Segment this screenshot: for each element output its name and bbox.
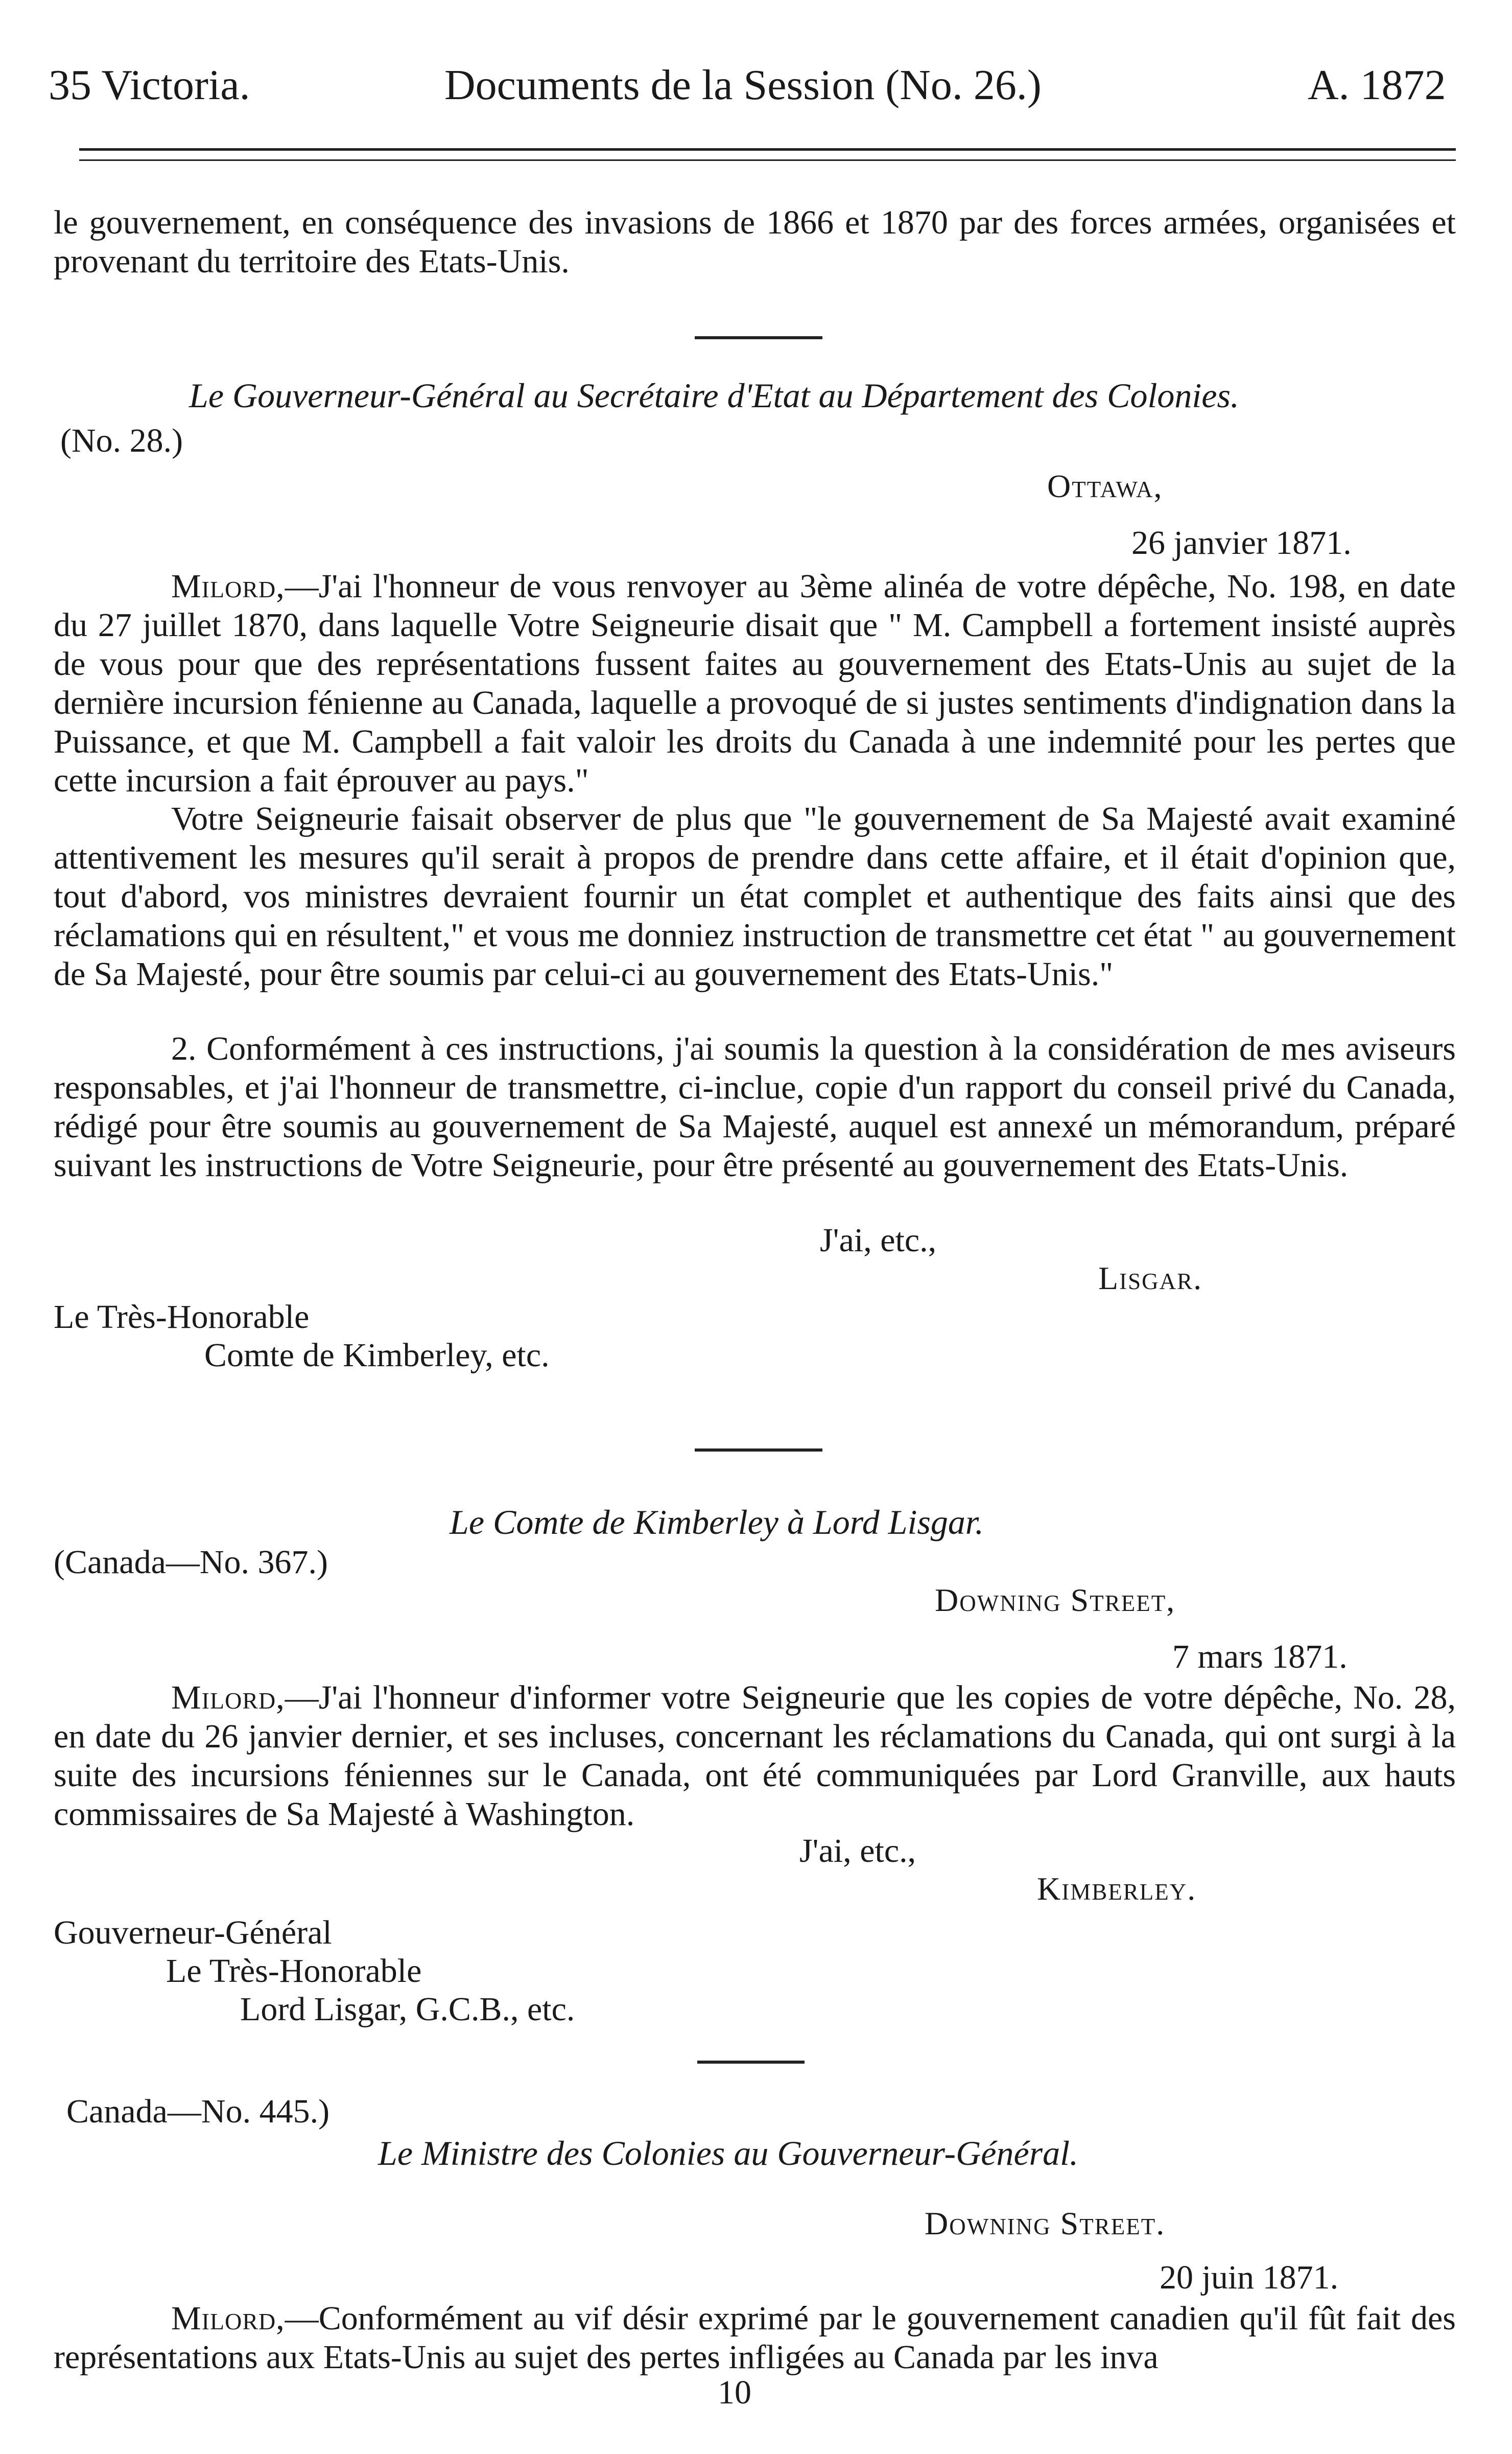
letter1-signature: Lisgar. — [1098, 1260, 1203, 1296]
letter2-place: Downing Street, — [935, 1582, 1176, 1618]
letter3-paragraph-1 — [54, 2299, 1456, 2377]
letter1-addressee-line2: Comte de Kimberley, etc. — [204, 1337, 550, 1374]
header-volume: 35 Victoria. — [49, 61, 250, 109]
header-rule-bottom — [79, 159, 1456, 161]
letter3-paragraph-1-text: —Conformément au vif désir exprimé par le gouvernement canadien qu'il fût fait des représentations aux Etats-Unis au sujet des pertes infligées au Canada par les inva — [54, 2300, 1456, 2376]
letter1-paragraph-1 — [54, 567, 1456, 800]
letter1-paragraph-3: 2. Conformément à ces instructions, j'ai soumis la question à la considération de mes aviseurs responsables, et j'ai l'honneur de transmettre, ci-inclue, copie d'un rapport du conseil privé du Canada, rédigé pour être soumis au gouvernement de Sa Majesté, auquel est annexé un mémorandum, préparé suivant les instructions de Votre Seigneurie, pour être présenté au gouvernement des Etats-Unis. — [54, 1030, 1456, 1184]
letter2-signature: Kimberley. — [1037, 1871, 1197, 1907]
letter2-salutation: Milord, — [171, 1679, 285, 1716]
intro-paragraph: le gouvernement, en conséquence des invasions de 1866 et 1870 par des forces armées, organisées et provenant du territoire des Etats-Unis. — [54, 204, 1456, 280]
letter1-paragraph-2: Votre Seigneurie faisait observer de plus que "le gouvernement de Sa Majesté avait examiné attentivement les mesures qu'il serait à propos de prendre dans cette affaire, et il était d'opinion que, tout d'abord, vos ministres devraient fournir un état complet et authentique des faits ainsi que des réclamations qui en résultent," et vous me donniez instruction de transmettre cet état " au gouvernement de Sa Majesté, pour être soumis par celui-ci au gouvernement des Etats-Unis." — [54, 800, 1456, 993]
letter2-heading: Le Comte de Kimberley à Lord Lisgar. — [450, 1503, 984, 1541]
letter1-number: (No. 28.) — [60, 422, 183, 459]
page-number: 10 — [718, 2374, 751, 2411]
letter1-salutation: Milord, — [171, 568, 285, 605]
letter3-number: Canada—No. 445.) — [66, 2093, 330, 2130]
letter2-number: (Canada—No. 367.) — [54, 1544, 328, 1581]
letter2-paragraph-1 — [54, 1678, 1456, 1834]
letter2-closing: J'ai, etc., — [799, 1832, 916, 1869]
letter1-addressee-line1: Le Très-Honorable — [54, 1298, 310, 1336]
letter1-heading: Le Gouverneur-Général au Secrétaire d'Etat au Département des Colonies. — [189, 376, 1239, 415]
letter1-paragraph-1-text: —J'ai l'honneur de vous renvoyer au 3ème alinéa de votre dépêche, No. 198, en date du 27 juillet 1870, dans laquelle Votre Seigneurie disait que " M. Campbell a fortement insisté auprès de vous pour que des représentations fussent faites au gouvernement des Etats-Unis au sujet de la dernière incursion fénienne au Canada, laquelle a provoqué de si justes sentiments d'indignation dans la Puissance, et que M. Campbell a fait valoir les droits du Canada à une indemnité pour les pertes que cette incursion a fait éprouver au pays." — [54, 568, 1456, 799]
letter3-place: Downing Street. — [925, 2205, 1166, 2241]
header-title: Documents de la Session (No. 26.) — [444, 61, 1042, 109]
header-year: A. 1872 — [1308, 61, 1446, 109]
letter2-addressee-line3: Lord Lisgar, G.C.B., etc. — [240, 1991, 575, 2028]
letter2-addressee-line1: Gouverneur-Général — [54, 1914, 332, 1951]
letter3-heading: Le Ministre des Colonies au Gouverneur-Général. — [378, 2134, 1079, 2172]
letter2-date: 7 mars 1871. — [1172, 1638, 1348, 1675]
letter2-paragraph-1-text: —J'ai l'honneur d'informer votre Seigneurie que les copies de votre dépêche, No. 28, en date du 26 janvier dernier, et ses incluses, concernant les réclamations du Canada, qui ont surgi à la suite des incursions féniennes sur le Canada, ont été communiquées par Lord Granville, aux hauts commissaires de Sa Majesté à Washington. — [54, 1679, 1456, 1833]
section-divider — [695, 336, 822, 339]
letter1-place: Ottawa, — [1047, 468, 1163, 504]
letter1-date: 26 janvier 1871. — [1131, 524, 1352, 562]
header-rule-top — [79, 148, 1456, 151]
section-divider — [697, 2061, 805, 2064]
letter1-closing: J'ai, etc., — [820, 1222, 937, 1259]
letter3-date: 20 juin 1871. — [1160, 2259, 1339, 2296]
section-divider — [695, 1448, 822, 1452]
letter2-addressee-line2: Le Très-Honorable — [166, 1952, 422, 1990]
letter3-salutation: Milord, — [171, 2300, 285, 2337]
